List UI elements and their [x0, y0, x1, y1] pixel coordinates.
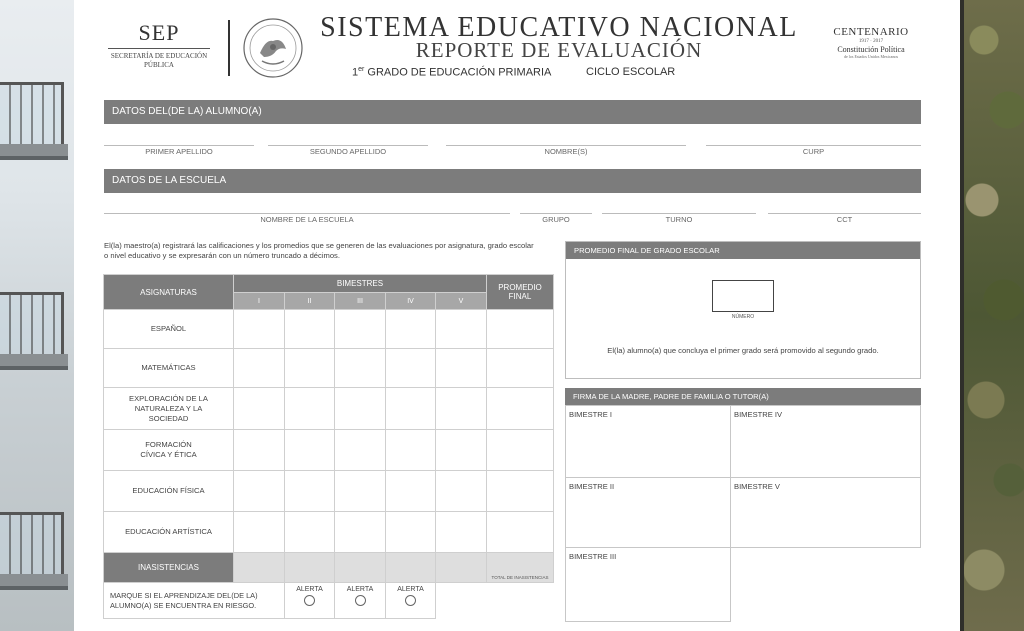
grade-cell[interactable]	[285, 471, 335, 512]
table-row	[104, 471, 554, 512]
signatures-title: FIRMA DE LA MADRE, PADRE DE FAMILIA O TUTOR(A)	[565, 388, 921, 405]
absence-cell[interactable]	[436, 553, 487, 583]
risk-prompt: MARQUE SI EL APRENDIZAJE DEL(DE LA) ALUMNO(A) SE ENCUENTRA EN RIESGO.	[104, 583, 285, 619]
bimester-5-header: V	[436, 293, 487, 310]
final-grade-cell[interactable]	[487, 471, 554, 512]
grade-cell[interactable]	[335, 388, 386, 430]
background-building	[0, 0, 74, 631]
signatures-panel	[565, 388, 921, 405]
total-absences-cell[interactable]: TOTAL DE INASISTENCIAS	[487, 553, 554, 583]
alert-radio[interactable]	[355, 595, 366, 606]
grade-cell[interactable]	[386, 512, 436, 553]
grade-cell[interactable]	[234, 310, 285, 349]
final-average-title: PROMEDIO FINAL DE GRADO ESCOLAR	[566, 242, 920, 259]
first-surname-field[interactable]: PRIMER APELLIDO	[104, 145, 254, 156]
instructions-text: El(la) maestro(a) registrará las calificaciones y los promedios que se generen de las evaluaciones por asignatura, grado escolar o nivel educativo y se expresarán con un número truncado a décimos.	[104, 241, 534, 260]
grades-table	[103, 274, 554, 619]
student-section-bar: DATOS DEL(DE LA) ALUMNO(A)	[104, 100, 921, 124]
grade-cell[interactable]	[335, 430, 386, 471]
evaluation-report-document	[76, 0, 956, 631]
bimester-3-header: III	[335, 293, 386, 310]
absences-label: INASISTENCIAS	[104, 553, 234, 583]
grade-cell[interactable]	[386, 349, 436, 388]
grade-cell[interactable]	[436, 430, 487, 471]
signature-bimester-2[interactable]: BIMESTRE II	[565, 477, 731, 548]
alert-option-1[interactable]: ALERTA	[285, 583, 335, 619]
grade-cell[interactable]	[234, 471, 285, 512]
grade-cell[interactable]	[386, 430, 436, 471]
grade-cell[interactable]	[234, 430, 285, 471]
subject-arts: EDUCACIÓN ARTÍSTICA	[104, 512, 234, 553]
grade-cell[interactable]	[386, 388, 436, 430]
table-row	[104, 512, 554, 553]
final-grade-cell[interactable]	[487, 349, 554, 388]
grade-cell[interactable]	[386, 471, 436, 512]
subject-civics: FORMACIÓN CÍVICA Y ÉTICA	[104, 430, 234, 471]
subject-math: MATEMÁTICAS	[104, 349, 234, 388]
shift-field[interactable]: TURNO	[602, 213, 756, 224]
subjects-header: ASIGNATURAS	[104, 275, 234, 310]
bimester-1-header: I	[234, 293, 285, 310]
school-name-field[interactable]: NOMBRE DE LA ESCUELA	[104, 213, 510, 224]
document-subtitle: REPORTE DE EVALUACIÓN	[415, 38, 703, 62]
balcony	[0, 512, 70, 602]
grade-cell[interactable]	[285, 388, 335, 430]
bimester-4-header: IV	[386, 293, 436, 310]
risk-row	[104, 583, 554, 619]
signature-bimester-3[interactable]: BIMESTRE III	[565, 547, 731, 622]
school-section-bar: DATOS DE LA ESCUELA	[104, 169, 921, 193]
absences-row	[104, 553, 554, 583]
alert-radio[interactable]	[405, 595, 416, 606]
promotion-text: El(la) alumno(a) que concluya el primer grado será promovido al segundo grado.	[607, 346, 879, 355]
grade-cell[interactable]	[285, 430, 335, 471]
grade-cell[interactable]	[234, 388, 285, 430]
grade-cell[interactable]	[386, 310, 436, 349]
sep-logo	[104, 20, 214, 70]
grade-cell[interactable]	[436, 349, 487, 388]
final-grade-cell[interactable]	[487, 310, 554, 349]
alert-radio[interactable]	[304, 595, 315, 606]
background-trees	[960, 0, 1024, 631]
alert-option-3[interactable]: ALERTA	[386, 583, 436, 619]
grade-cell[interactable]	[436, 310, 487, 349]
sep-subtitle: SECRETARÍA DE EDUCACIÓN PÚBLICA	[110, 52, 208, 69]
absence-cell[interactable]	[335, 553, 386, 583]
grade-cell[interactable]	[436, 512, 487, 553]
signature-bimester-1[interactable]: BIMESTRE I	[565, 405, 731, 478]
grade-cell[interactable]	[436, 471, 487, 512]
grade-cell[interactable]	[335, 349, 386, 388]
absence-cell[interactable]	[285, 553, 335, 583]
mexico-seal-icon	[242, 17, 304, 84]
sep-logo-text: SEP	[138, 20, 180, 45]
final-average-header: PROMEDIO FINAL	[487, 275, 554, 310]
grade-cell[interactable]	[285, 512, 335, 553]
signature-bimester-5[interactable]: BIMESTRE V	[730, 477, 921, 548]
subject-physical-education: EDUCACIÓN FÍSICA	[104, 471, 234, 512]
grade-cell[interactable]	[285, 310, 335, 349]
subject-nature-society: EXPLORACIÓN DE LA NATURALEZA Y LA SOCIEDAD	[104, 388, 234, 430]
table-row	[104, 430, 554, 471]
grade-cell[interactable]	[234, 512, 285, 553]
grade-cell[interactable]	[436, 388, 487, 430]
final-grade-cell[interactable]	[487, 512, 554, 553]
balcony	[0, 82, 70, 172]
bimesters-header: BIMESTRES	[234, 275, 487, 293]
alert-option-2[interactable]: ALERTA	[335, 583, 386, 619]
table-row	[104, 310, 554, 349]
table-row	[104, 349, 554, 388]
centenary-logo: CENTENARIO 1917 · 2017 Constitución Política de los Estados Unidos Mexicanos	[833, 26, 909, 59]
bimester-2-header: II	[285, 293, 335, 310]
header-divider	[228, 20, 230, 76]
signature-bimester-4[interactable]: BIMESTRE IV	[730, 405, 921, 478]
names-field[interactable]: NOMBRE(S)	[446, 145, 686, 156]
final-average-number-box[interactable]	[712, 280, 774, 312]
final-grade-cell[interactable]	[487, 430, 554, 471]
grade-cell[interactable]	[234, 349, 285, 388]
grade-cell[interactable]	[285, 349, 335, 388]
curp-field[interactable]: CURP	[706, 145, 921, 156]
subject-spanish: ESPAÑOL	[104, 310, 234, 349]
grade-cell[interactable]	[335, 471, 386, 512]
number-label: NÚMERO	[731, 314, 755, 320]
group-field[interactable]: GRUPO	[520, 213, 592, 224]
grade-cell[interactable]	[335, 512, 386, 553]
cct-field[interactable]: CCT	[768, 213, 921, 224]
second-surname-field[interactable]: SEGUNDO APELLIDO	[268, 145, 428, 156]
document-title: SISTEMA EDUCATIVO NACIONAL	[320, 12, 798, 43]
final-average-panel	[565, 241, 921, 379]
absence-cell[interactable]	[386, 553, 436, 583]
grade-label: 1er GRADO DE EDUCACIÓN PRIMARIA	[352, 66, 552, 79]
grade-cell[interactable]	[335, 310, 386, 349]
school-cycle-label: CICLO ESCOLAR	[586, 66, 676, 78]
balcony	[0, 292, 70, 382]
absence-cell[interactable]	[234, 553, 285, 583]
final-grade-cell[interactable]	[487, 388, 554, 430]
table-row	[104, 388, 554, 430]
